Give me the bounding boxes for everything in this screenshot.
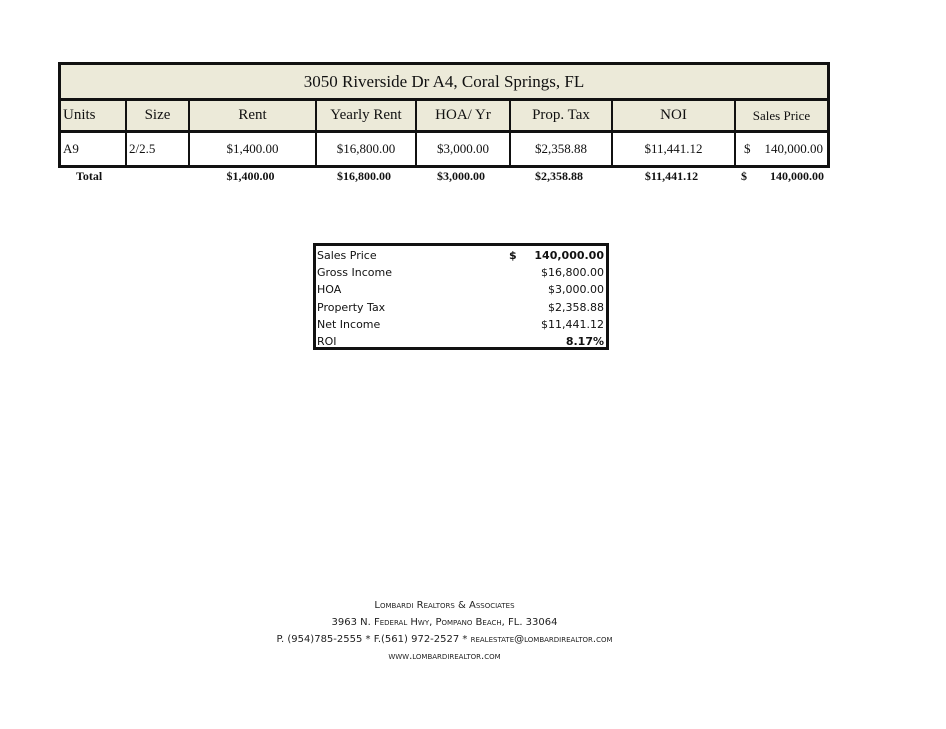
summary-sales-price-amount xyxy=(509,249,604,262)
cell-noi: $11,441.12 xyxy=(613,133,736,165)
header-size: Size xyxy=(127,101,190,130)
summary-property-tax-value: $2,358.88 xyxy=(548,300,604,314)
summary-hoa-value: $3,000.00 xyxy=(548,283,604,297)
summary-gross-income-label: Gross Income xyxy=(317,266,392,280)
summary-row-roi xyxy=(316,333,606,350)
cell-rent: $1,400.00 xyxy=(190,133,317,165)
header-rent: Rent xyxy=(190,101,317,130)
cell-size: 2/2.5 xyxy=(127,133,190,165)
totals-noi: $11,441.12 xyxy=(644,168,699,183)
cell-units: A9 xyxy=(61,133,127,165)
totals-prop-tax: $2,358.88 xyxy=(535,168,583,183)
table-header-row xyxy=(61,101,827,133)
cell-sales-price-value: 140,000.00 xyxy=(764,141,823,156)
totals-row xyxy=(58,166,830,186)
summary-roi-label: ROI xyxy=(317,335,337,349)
summary-row-hoa xyxy=(316,281,606,298)
totals-rent: $1,400.00 xyxy=(226,168,275,183)
header-units: Units xyxy=(61,101,127,130)
cell-yearly-rent: $16,800.00 xyxy=(317,133,417,165)
footer-firm-name: Lombardi Realtors & Associates xyxy=(374,600,515,611)
header-hoa-yr: HOA/ Yr xyxy=(417,101,511,130)
roi-summary-box xyxy=(313,243,609,350)
header-prop-tax: Prop. Tax xyxy=(511,101,613,130)
summary-gross-income-value: $16,800.00 xyxy=(541,266,604,280)
cell-prop-tax: $2,358.88 xyxy=(511,133,613,165)
cell-sales-price-symbol: $ xyxy=(744,141,751,156)
header-noi: NOI xyxy=(613,101,736,130)
totals-hoa-yr: $3,000.00 xyxy=(437,168,485,183)
summary-row-sales-price xyxy=(316,247,606,264)
footer xyxy=(0,597,889,665)
footer-website: www.lombardirealtor.com xyxy=(388,651,501,662)
summary-sales-price-label: Sales Price xyxy=(317,249,377,263)
totals-sales-price-value: 140,000.00 xyxy=(770,168,824,183)
summary-net-income-label: Net Income xyxy=(317,317,381,331)
summary-sales-price-value: 140,000.00 xyxy=(534,249,604,263)
totals-yearly-rent: $16,800.00 xyxy=(337,168,391,183)
totals-sales-price-symbol: $ xyxy=(741,168,747,183)
table-row xyxy=(61,133,827,165)
summary-row-property-tax xyxy=(316,299,606,316)
summary-sales-price-symbol: $ xyxy=(509,249,517,263)
summary-net-income-value: $11,441.12 xyxy=(541,317,604,331)
property-table xyxy=(58,62,830,168)
summary-row-gross-income xyxy=(316,264,606,281)
summary-roi-value: 8.17% xyxy=(565,335,604,349)
header-yearly-rent: Yearly Rent xyxy=(317,101,417,130)
cell-hoa-yr: $3,000.00 xyxy=(417,133,511,165)
totals-label: Total xyxy=(76,168,103,183)
header-sales-price: Sales Price xyxy=(752,107,811,123)
footer-contact: P. (954)785-2555 * F.(561) 972-2527 * realestate@lombardirealtor.com xyxy=(276,634,613,645)
property-title: 3050 Riverside Dr A4, Coral Springs, FL xyxy=(61,65,827,101)
footer-address: 3963 N. Federal Hwy, Pompano Beach, FL. 33064 xyxy=(331,617,558,628)
summary-property-tax-label: Property Tax xyxy=(317,300,386,314)
summary-hoa-label: HOA xyxy=(317,283,342,297)
totals-sales-price xyxy=(733,166,830,186)
summary-row-net-income xyxy=(316,316,606,333)
totals-spacer xyxy=(124,166,187,186)
cell-sales-price xyxy=(736,133,827,165)
